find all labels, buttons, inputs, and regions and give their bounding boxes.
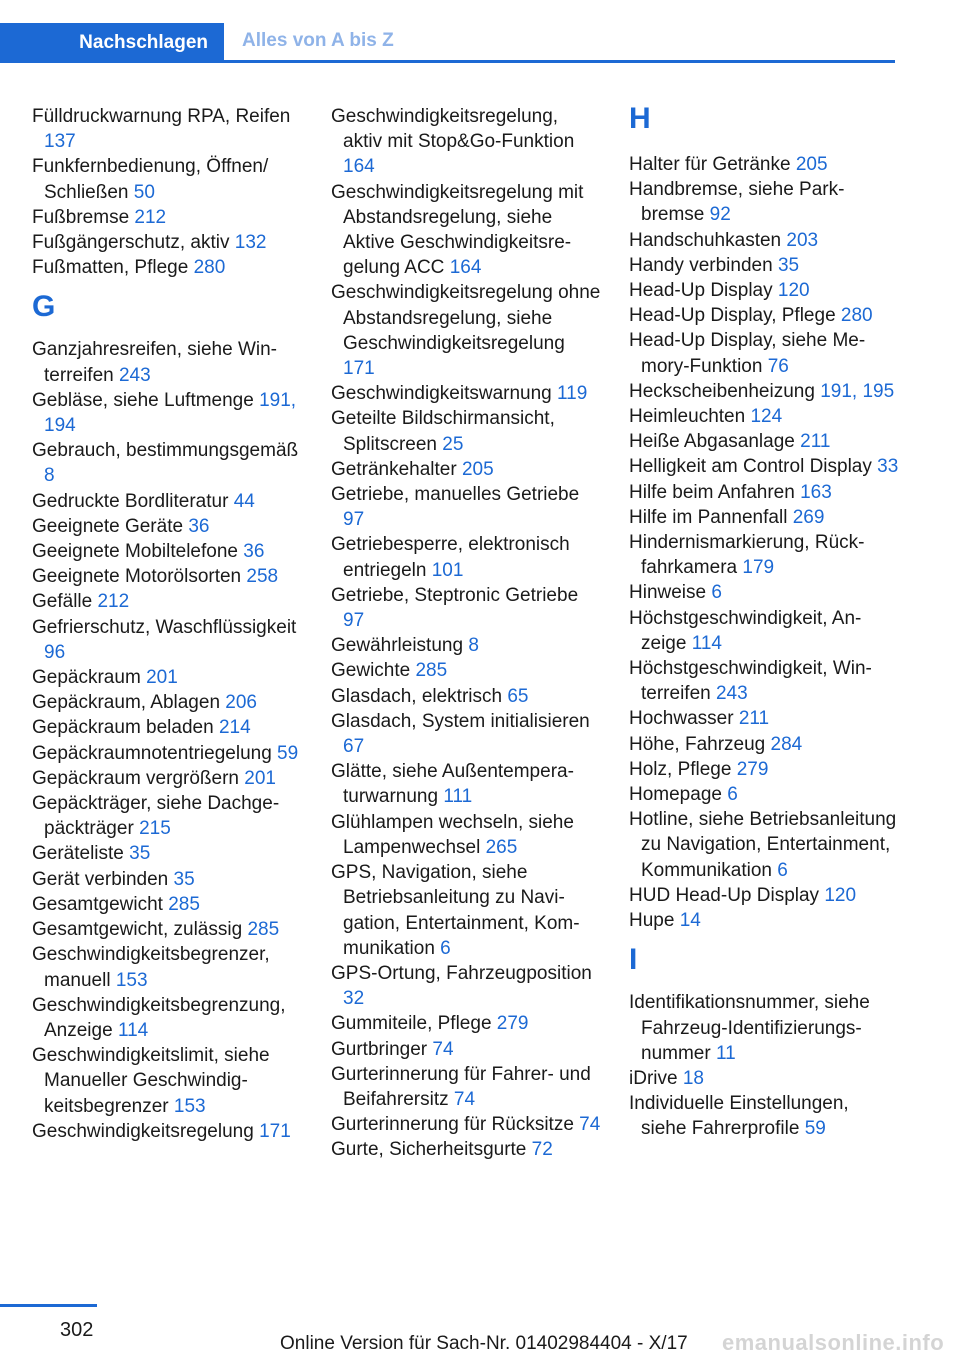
page-reference-link[interactable]: 171 bbox=[343, 358, 375, 380]
index-entry bbox=[629, 807, 899, 883]
index-term: Geschwindigkeitsbegrenzer, manuell bbox=[32, 944, 270, 991]
index-term: HUD Head-Up Display bbox=[629, 884, 820, 906]
page-reference-link[interactable]: 25 bbox=[442, 433, 464, 455]
index-term: Gepäckraumnotentriegelung bbox=[32, 742, 272, 764]
index-term: Geteilte Bildschirmansicht, Splitscreen bbox=[331, 408, 555, 455]
index-entry bbox=[32, 867, 302, 892]
page-reference-link[interactable]: 164 bbox=[449, 257, 482, 279]
index-entry bbox=[629, 505, 899, 530]
page-reference-link[interactable]: 67 bbox=[343, 736, 365, 758]
page-reference-link[interactable]: 119 bbox=[557, 383, 588, 405]
index-term: Homepage bbox=[629, 784, 722, 806]
index-term: Handschuhkasten bbox=[629, 229, 782, 251]
index-entry bbox=[32, 615, 302, 665]
index-entry bbox=[331, 709, 601, 759]
page-reference-link[interactable]: 205 bbox=[461, 458, 494, 480]
page-reference-link[interactable]: 285 bbox=[247, 919, 280, 941]
index-entry bbox=[32, 154, 302, 204]
index-entry bbox=[32, 514, 302, 539]
index-entry bbox=[32, 766, 302, 791]
page-reference-link[interactable]: 114 bbox=[117, 1019, 149, 1041]
index-term: Heckscheibenheizung bbox=[629, 380, 815, 402]
page-reference-link[interactable]: 59 bbox=[804, 1118, 826, 1140]
page-reference-link[interactable]: 279 bbox=[496, 1013, 529, 1035]
index-entry bbox=[32, 104, 302, 154]
index-entry bbox=[32, 205, 302, 230]
page-reference-link[interactable]: 164 bbox=[343, 156, 375, 178]
index-term: Heimleuchten bbox=[629, 406, 746, 428]
index-entry bbox=[629, 303, 899, 328]
index-entry bbox=[331, 1137, 601, 1162]
index-entry bbox=[629, 454, 899, 479]
index-term: Geschwindigkeitsregelung, aktiv mit Stop&Go-Funktion bbox=[331, 106, 575, 153]
index-entry bbox=[32, 665, 302, 690]
index-entry bbox=[629, 782, 899, 807]
index-term: Gepäckraum, Ablagen bbox=[32, 692, 221, 714]
index-entry bbox=[629, 1091, 899, 1141]
index-term: Handbremse, siehe Parkbremse bbox=[629, 179, 845, 226]
index-term: Heiße Abgasanlage bbox=[629, 431, 795, 453]
index-term: Geeignete Geräte bbox=[32, 515, 184, 537]
index-entry bbox=[629, 480, 899, 505]
index-term: Identifikationsnummer, siehe Fahrzeug-Identifizierungsnummer bbox=[629, 992, 870, 1064]
page-reference-link[interactable]: 6 bbox=[727, 784, 738, 806]
index-term: Gepäckraum vergrößern bbox=[32, 767, 239, 789]
index-term: Gedruckte Bordliteratur bbox=[32, 490, 229, 512]
index-term: Gurterinnerung für Fahrer- und Beifahrersitz bbox=[331, 1063, 591, 1110]
index-entry bbox=[32, 1043, 302, 1119]
index-term: Höchstgeschwindigkeit, Winterreifen bbox=[629, 658, 872, 705]
index-entry bbox=[629, 404, 899, 429]
index-entry bbox=[331, 658, 601, 683]
index-entry bbox=[331, 1062, 601, 1112]
index-entry bbox=[629, 883, 899, 908]
index-term: Höhe, Fahrzeug bbox=[629, 733, 766, 755]
page-reference-link[interactable]: 243 bbox=[715, 683, 748, 705]
page-reference-link[interactable]: 50 bbox=[133, 181, 155, 203]
page-reference-link[interactable]: 269 bbox=[792, 506, 825, 528]
index-entry bbox=[32, 741, 302, 766]
page-reference-link[interactable]: 211 bbox=[738, 708, 770, 730]
index-term: iDrive bbox=[629, 1067, 678, 1089]
index-term: Hinweise bbox=[629, 582, 707, 604]
page-reference-link[interactable]: 153 bbox=[173, 1095, 206, 1117]
index-entry bbox=[629, 228, 899, 253]
page-reference-link[interactable]: 258 bbox=[246, 566, 279, 588]
index-entry bbox=[331, 104, 601, 180]
index-entry bbox=[32, 337, 302, 387]
index-term: Individuelle Einstellungen, siehe Fahrerprofile bbox=[629, 1093, 849, 1140]
page-reference-link[interactable]: 137 bbox=[44, 131, 76, 153]
index-term: Glasdach, elektrisch bbox=[331, 685, 503, 707]
page-reference-link[interactable]: 65 bbox=[507, 685, 529, 707]
index-entry bbox=[629, 580, 899, 605]
index-entry bbox=[331, 532, 601, 582]
index-term: Hindernismarkierung, Rückfahrkamera bbox=[629, 532, 865, 579]
index-term: Gesamtgewicht, zulässig bbox=[32, 919, 243, 941]
index-term: Geschwindigkeitswarnung bbox=[331, 383, 552, 405]
index-entry bbox=[32, 942, 302, 992]
watermark: emanualsonline.info bbox=[722, 1330, 945, 1355]
index-entry bbox=[629, 1066, 899, 1091]
page-reference-link[interactable]: 179 bbox=[742, 557, 775, 579]
page-reference-link[interactable]: 279 bbox=[736, 758, 769, 780]
index-term: Fülldruckwarnung RPA, Reifen bbox=[32, 106, 291, 127]
page-reference-link[interactable]: 35 bbox=[173, 868, 195, 890]
index-term: GPS, Navigation, siehe Betriebsanleitung zu Navigation, Entertainment, Kommunikation bbox=[331, 862, 580, 959]
page-reference-link[interactable]: 32 bbox=[343, 988, 365, 1010]
index-term: Holz, Pflege bbox=[629, 758, 732, 780]
page-reference-link[interactable]: 74 bbox=[432, 1038, 454, 1060]
index-entry bbox=[32, 993, 302, 1043]
page-reference-link[interactable]: 205 bbox=[795, 154, 828, 175]
page-reference-link[interactable]: 153 bbox=[115, 969, 148, 991]
tab-alles-von-a-bis-z[interactable] bbox=[242, 30, 394, 52]
index-term: Funkfernbedienung, Öffnen/ Schließen bbox=[32, 156, 269, 203]
page-reference-link[interactable]: 6 bbox=[711, 582, 722, 604]
index-entry bbox=[629, 990, 899, 1066]
index-entry bbox=[629, 757, 899, 782]
index-term: Gebrauch, bestimmungsgemäß bbox=[32, 440, 299, 462]
index-entry bbox=[32, 841, 302, 866]
page-reference-link[interactable]: 111 bbox=[443, 786, 473, 808]
page-reference-link[interactable]: 212 bbox=[97, 591, 130, 613]
index-entry bbox=[629, 429, 899, 454]
index-term: Glühlampen wechseln, siehe Lampenwechsel bbox=[331, 811, 574, 858]
page-reference-link[interactable]: 203 bbox=[786, 229, 819, 251]
section-letter-h: H bbox=[629, 102, 651, 135]
tab-nachschlagen-label: Nachschlagen bbox=[79, 32, 208, 53]
index-term: Gewichte bbox=[331, 660, 411, 682]
index-term: Fußbremse bbox=[32, 206, 130, 228]
page-reference-link[interactable]: 163 bbox=[800, 481, 832, 503]
index-term: Glasdach, System initialisieren bbox=[331, 710, 590, 732]
page-reference-link[interactable]: 96 bbox=[44, 641, 66, 663]
page-reference-link[interactable]: 36 bbox=[243, 541, 265, 563]
index-term: Höchstgeschwindigkeit, Anzeige bbox=[629, 607, 862, 654]
page-reference-link[interactable]: 201 bbox=[146, 667, 178, 689]
page-reference-link[interactable]: 132 bbox=[234, 232, 267, 254]
index-term: Glätte, siehe Außentemperaturwarnung bbox=[331, 761, 574, 808]
page-reference-link[interactable]: 211 bbox=[800, 431, 831, 453]
index-entry bbox=[32, 438, 302, 488]
index-term: Geeignete Motorölsorten bbox=[32, 566, 242, 588]
page-reference-link[interactable]: 191, 195 bbox=[820, 380, 895, 402]
index-term: Head-Up Display, siehe Memory-Funktion bbox=[629, 330, 866, 377]
page-reference-link[interactable]: 284 bbox=[770, 733, 803, 755]
index-term: Geschwindigkeitsregelung bbox=[32, 1120, 254, 1142]
index-entry bbox=[629, 656, 899, 706]
index-term: Geschwindigkeitslimit, siehe Manueller Geschwindigkeitsbegrenzer bbox=[32, 1045, 270, 1117]
index-term: Ganzjahresreifen, siehe Winterreifen bbox=[32, 339, 277, 386]
page-reference-link[interactable]: 124 bbox=[750, 406, 783, 428]
page-reference-link[interactable]: 72 bbox=[531, 1139, 553, 1161]
tab-alles-label: Alles von A bis Z bbox=[242, 30, 394, 51]
index-entry bbox=[331, 684, 601, 709]
index-entry bbox=[331, 180, 601, 281]
page-reference-link[interactable]: 74 bbox=[453, 1088, 476, 1110]
page-reference-link[interactable]: 36 bbox=[188, 515, 210, 537]
index-term: Getriebe, manuelles Getriebe bbox=[331, 484, 580, 506]
page-reference-link[interactable]: 280 bbox=[193, 257, 226, 279]
index-term: Gurte, Sicherheitsgurte bbox=[331, 1139, 527, 1161]
index-term: Hilfe im Pannenfall bbox=[629, 506, 788, 528]
index-entry bbox=[331, 1011, 601, 1036]
index-entry bbox=[629, 152, 899, 177]
index-term: Gepäckträger, siehe Dachgepäckträger bbox=[32, 793, 280, 840]
index-entry bbox=[629, 732, 899, 757]
index-entry bbox=[629, 253, 899, 278]
index-entry bbox=[629, 328, 899, 378]
page-number: 302 bbox=[60, 1319, 94, 1341]
page-reference-link[interactable]: 74 bbox=[579, 1114, 601, 1136]
index-term: Gummiteile, Pflege bbox=[331, 1013, 492, 1035]
index-entry bbox=[32, 1119, 302, 1144]
index-entry bbox=[331, 759, 601, 809]
index-entry bbox=[32, 230, 302, 255]
index-term: Hochwasser bbox=[629, 708, 734, 730]
index-entry bbox=[32, 489, 302, 514]
page-reference-link[interactable]: 35 bbox=[129, 843, 151, 865]
index-entry bbox=[629, 706, 899, 731]
index-entry bbox=[32, 564, 302, 589]
footer-rule bbox=[0, 1304, 97, 1307]
index-term: Geeignete Mobiltelefone bbox=[32, 541, 238, 563]
section-letter-g: G bbox=[32, 290, 56, 324]
index-entry bbox=[331, 1112, 601, 1137]
index-entry bbox=[32, 589, 302, 614]
index-entry bbox=[331, 961, 601, 1011]
index-entry bbox=[331, 381, 601, 406]
online-version-note: Online Version für Sach-Nr. 01402984404 - X/17 bbox=[280, 1333, 688, 1354]
index-entry bbox=[331, 1037, 601, 1062]
index-term: Gefrierschutz, Waschflüssigkeit bbox=[32, 616, 297, 638]
index-entry bbox=[32, 715, 302, 740]
index-entry bbox=[32, 917, 302, 942]
page-reference-link[interactable]: 101 bbox=[431, 559, 464, 581]
index-entry bbox=[629, 177, 899, 227]
index-entry bbox=[331, 482, 601, 532]
index-term: Geschwindigkeitsbegrenzung, Anzeige bbox=[32, 994, 286, 1041]
page-reference-link[interactable]: 212 bbox=[134, 206, 167, 228]
index-term: Getränkehalter bbox=[331, 458, 457, 480]
index-entry bbox=[32, 690, 302, 715]
index-term: Getriebesperre, elektronisch entriegeln bbox=[331, 534, 570, 581]
index-entry bbox=[331, 583, 601, 633]
index-column-1 bbox=[32, 104, 302, 1144]
page-reference-link[interactable]: 114 bbox=[691, 632, 722, 654]
index-term: Gepäckraum beladen bbox=[32, 717, 214, 739]
index-term: Gebläse, siehe Luftmenge bbox=[32, 389, 254, 411]
page-reference-link[interactable]: 206 bbox=[225, 692, 257, 714]
index-term: Gerät verbinden bbox=[32, 868, 169, 890]
index-entry bbox=[331, 406, 601, 456]
page-reference-link[interactable]: 6 bbox=[440, 937, 451, 959]
index-column-3 bbox=[629, 104, 899, 1142]
page-reference-link[interactable]: 265 bbox=[485, 836, 518, 858]
index-entry bbox=[629, 278, 899, 303]
index-term: Hotline, siehe Betriebsanleitung zu Navigation, Entertainment, Kommunikation bbox=[629, 809, 897, 881]
index-entry bbox=[32, 388, 302, 438]
index-term: Fußgängerschutz, aktiv bbox=[32, 232, 230, 254]
index-term: Gesamtgewicht bbox=[32, 893, 163, 915]
page-reference-link[interactable]: 35 bbox=[777, 254, 800, 276]
page-reference-link[interactable]: 120 bbox=[777, 280, 810, 302]
index-term: Gepäckraum bbox=[32, 667, 141, 689]
index-term: Head-Up Display bbox=[629, 280, 773, 302]
index-term: Hupe bbox=[629, 910, 675, 932]
page-reference-link[interactable]: 191, 194 bbox=[44, 389, 297, 437]
index-term: Geräteliste bbox=[32, 843, 124, 865]
page-reference-link[interactable]: 92 bbox=[709, 204, 731, 226]
page-reference-link[interactable]: 285 bbox=[168, 893, 200, 915]
page-reference-link[interactable]: 285 bbox=[415, 660, 448, 682]
index-term: Gurterinnerung für Rücksitze bbox=[331, 1114, 574, 1136]
index-entry bbox=[32, 892, 302, 917]
index-entry bbox=[629, 908, 899, 933]
index-entry bbox=[629, 530, 899, 580]
index-term: Geschwindigkeitsregelung ohne Abstandsregelung, siehe Geschwindigkeitsregelung bbox=[331, 282, 601, 354]
page-reference-link[interactable]: 243 bbox=[118, 364, 151, 386]
page-reference-link[interactable]: 97 bbox=[343, 610, 365, 632]
index-entry bbox=[32, 255, 302, 280]
index-entry bbox=[629, 606, 899, 656]
tab-nachschlagen[interactable] bbox=[0, 23, 224, 63]
index-term: Helligkeit am Control Display bbox=[629, 456, 872, 478]
index-term: Getriebe, Steptronic Getriebe bbox=[331, 584, 579, 606]
index-term: Gurtbringer bbox=[331, 1038, 428, 1060]
index-entry bbox=[331, 810, 601, 860]
page-reference-link[interactable]: 120 bbox=[824, 884, 857, 906]
page-reference-link[interactable]: 59 bbox=[277, 742, 299, 764]
index-entry bbox=[331, 457, 601, 482]
page-reference-link[interactable]: 6 bbox=[777, 859, 788, 881]
page-reference-link[interactable]: 14 bbox=[679, 910, 701, 932]
index-entry bbox=[331, 633, 601, 658]
index-entry bbox=[32, 539, 302, 564]
index-term: Halter für Getränke bbox=[629, 154, 791, 175]
page-reference-link[interactable]: 97 bbox=[343, 509, 365, 531]
index-term: Head-Up Display, Pflege bbox=[629, 305, 836, 327]
header-rule bbox=[0, 60, 895, 63]
index-column-2 bbox=[331, 104, 601, 1163]
page-reference-link[interactable]: 33 bbox=[877, 456, 899, 478]
index-term: Fußmatten, Pflege bbox=[32, 257, 189, 279]
page-reference-link[interactable]: 8 bbox=[44, 465, 55, 487]
page-reference-link[interactable]: 171 bbox=[259, 1120, 291, 1142]
page-reference-link[interactable]: 280 bbox=[840, 305, 873, 327]
index-term: Gefälle bbox=[32, 591, 93, 613]
page-reference-link[interactable]: 76 bbox=[767, 355, 789, 377]
page-reference-link[interactable]: 214 bbox=[218, 717, 251, 739]
page-reference-link[interactable]: 18 bbox=[682, 1067, 704, 1089]
index-entry bbox=[331, 280, 601, 381]
index-term: Geschwindigkeitsregelung mit Abstandsregelung, siehe Aktive Geschwindigkeitsregelung ACC bbox=[331, 181, 584, 279]
page-reference-link[interactable]: 215 bbox=[139, 818, 171, 840]
page-reference-link[interactable]: 44 bbox=[233, 490, 255, 512]
page-reference-link[interactable]: 11 bbox=[715, 1042, 736, 1064]
index-entry bbox=[32, 791, 302, 841]
page-reference-link[interactable]: 8 bbox=[468, 635, 479, 657]
index-entry bbox=[331, 860, 601, 961]
index-term: Hilfe beim Anfahren bbox=[629, 481, 795, 503]
header-tabs bbox=[0, 0, 895, 64]
page-reference-link[interactable]: 201 bbox=[244, 767, 276, 789]
index-term: Handy verbinden bbox=[629, 254, 773, 276]
section-letter-i: I bbox=[629, 943, 638, 977]
index-term: Gewährleistung bbox=[331, 635, 464, 657]
index-entry bbox=[629, 379, 899, 404]
index-term: GPS-Ortung, Fahrzeugposition bbox=[331, 962, 592, 984]
